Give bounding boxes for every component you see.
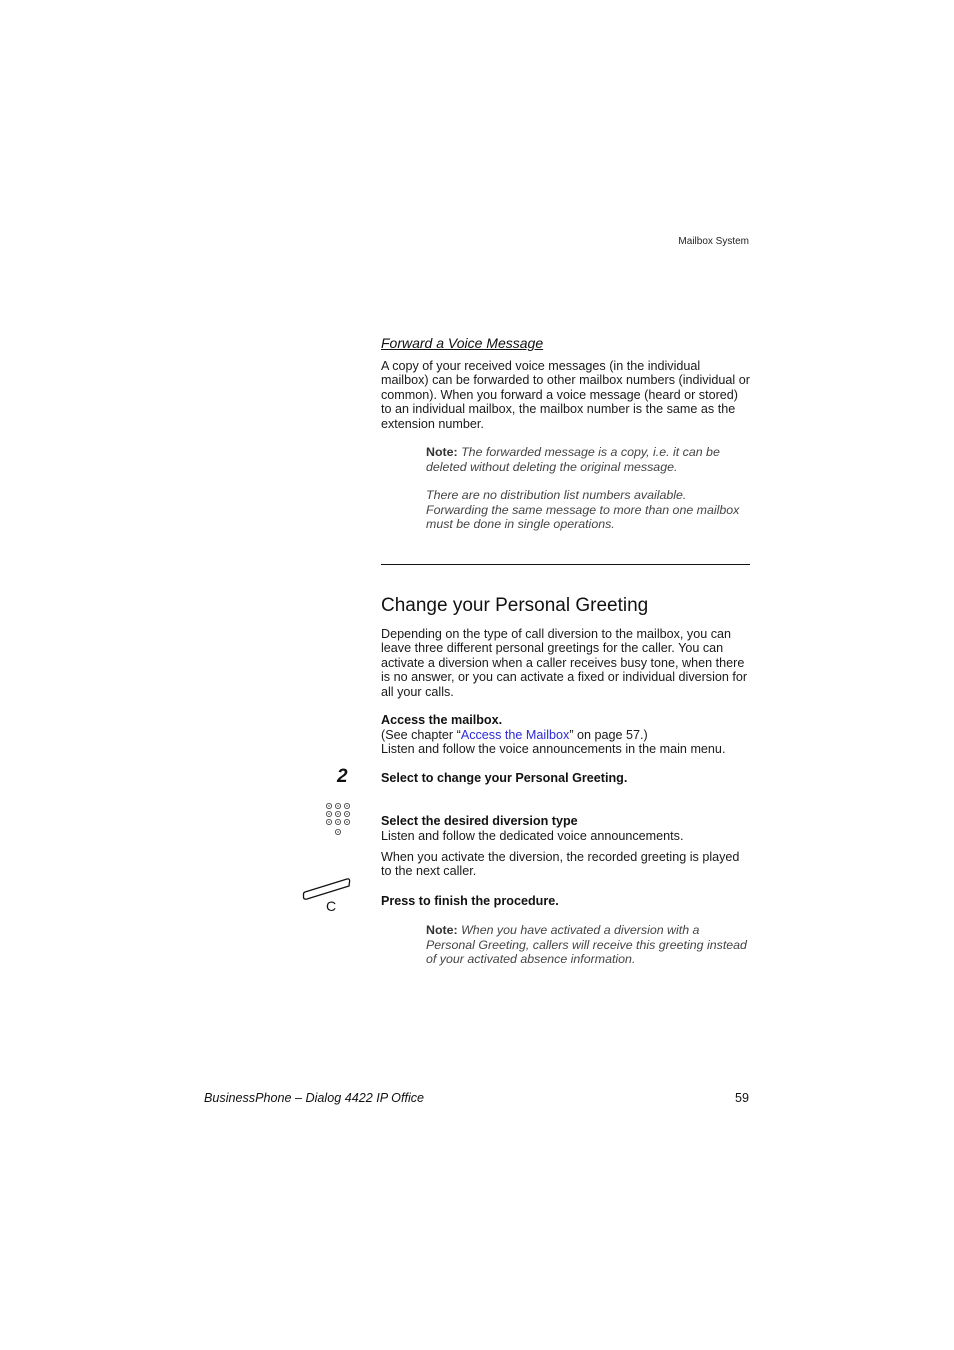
forward-note-2: There are no distribution list numbers available. Forwarding the same message to more than one mailbox must be done in single operations. [426,488,740,532]
diversion-text: Listen and follow the dedicated voice announcements. [381,829,684,843]
section-divider [381,564,750,565]
access-ref-prefix: (See chapter “ [381,728,461,742]
note-label: Note: [426,445,458,459]
greeting-note [426,923,751,967]
forward-paragraph: A copy of your received voice messages (in the individual mailbox) can be forwarded to other mailbox numbers (individual or common). When you forward a voice message (heard or stored) to an individual mailbox, the mailbox number is the same as the extension number. [381,359,750,431]
greeting-note-label: Note: [426,923,458,937]
access-reference [381,728,751,742]
footer-title: BusinessPhone – Dialog 4422 IP Office [204,1091,425,1105]
access-ref-suffix: ” on page 57.) [569,728,648,742]
page-number: 59 [734,1091,749,1105]
section-title: Change your Personal Greeting [381,595,649,616]
forward-note [426,445,751,474]
access-mailbox-link[interactable]: Access the Mailbox [460,728,570,742]
keypad-icon [325,802,351,838]
digit-key-icon: 2 [337,766,348,787]
diversion-step: Select the desired diversion type [381,814,578,828]
handset-key-label: C [326,898,337,914]
diversion-text-2: When you activate the diversion, the recorded greeting is played to the next caller. [381,850,740,879]
select-greeting-step: Select to change your Personal Greeting. [381,771,628,785]
running-header: Mailbox System [678,236,749,247]
forward-subheading: Forward a Voice Message [381,335,544,351]
greeting-note-text: When you have activated a diversion with a Personal Greeting, callers will receive this greeting instead of your activated absence information. [426,923,747,967]
greeting-intro: Depending on the type of call diversion to the mailbox, you can leave three different personal greetings for the caller. You can activate a diversion when a caller receives busy tone, when there is no answer, or you can activate a fixed or individual diversion for all your calls. [381,627,748,699]
access-mailbox-step: Access the mailbox. [381,713,503,727]
finish-step: Press to finish the procedure. [381,894,559,908]
note-text: The forwarded message is a copy, i.e. it can be deleted without deleting the original message. [426,445,720,474]
handset-icon [301,876,353,916]
access-follow-text: Listen and follow the voice announcements in the main menu. [381,742,726,756]
